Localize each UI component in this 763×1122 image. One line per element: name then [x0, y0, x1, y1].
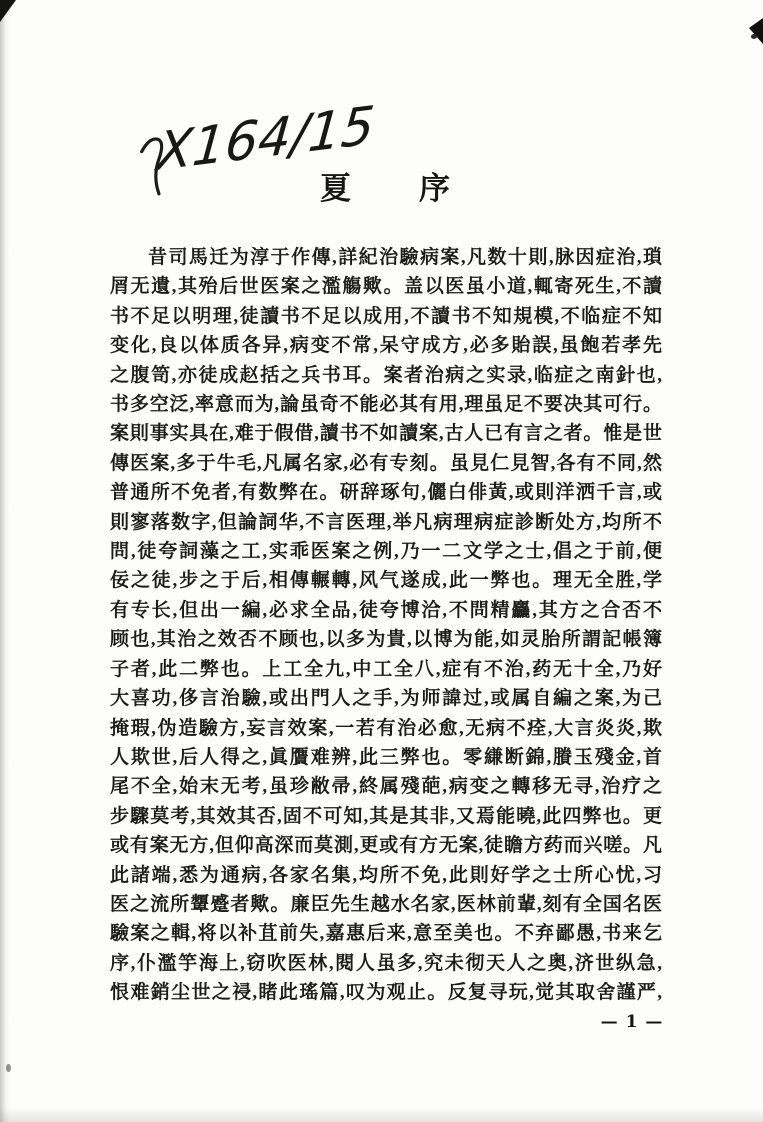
text-line: 之腹笥,亦徒成赵括之兵书耳。案者治病之实录,临症之南針也,	[110, 364, 662, 386]
scan-corner-mark-top-right	[749, 18, 763, 44]
scan-speck	[6, 1064, 11, 1072]
text-line: 序,仆濫竽海上,窃吹医林,閱人虽多,究未彻天人之奥,济世纵急,	[110, 952, 662, 974]
page-title: 夏 序	[320, 171, 452, 206]
text-line: 大喜功,侈言治驗,或出門人之手,为师諱过,或属自編之案,为己	[110, 688, 662, 710]
text-line: 普通所不免者,有数弊在。研辞琢句,儷白俳黃,或則洋洒千言,或	[110, 482, 662, 504]
text-line: 医之流所顰蹙者歟。廉臣先生越水名家,医林前輩,刻有全国名医	[110, 893, 662, 915]
text-line: 驗案之輯,将以补苴前失,嘉惠后来,意至美也。不弃鄙愚,书来乞	[110, 923, 662, 945]
text-line: 案則事实具在,难于假借,讀书不如讀案,古人已有言之者。惟是世	[110, 423, 662, 445]
page-number: — 1 —	[600, 1012, 664, 1032]
scan-edge-shadow-bottom	[0, 1108, 763, 1122]
text-line: 恨难銷尘世之祲,睹此瑤篇,叹为观止。反复寻玩,觉其取舍謹严,	[110, 982, 662, 1004]
text-line: 或有案无方,但仰高深而莫測,更或有方无案,徒瞻方药而兴嗟。凡	[110, 835, 662, 857]
text-line: 变化,良以体质各异,病变不常,呆守成方,必多貽誤,虽飽若孝先	[110, 335, 662, 357]
handwritten-text: X164/15	[154, 95, 377, 184]
scan-edge-shadow-left	[0, 0, 10, 1122]
text-line: 問,徒夸詞藻之工,实乖医案之例,乃一二文学之士,倡之于前,便	[110, 541, 662, 563]
scan-speck	[751, 34, 757, 39]
text-line: 子者,此二弊也。上工全九,中工全八,症有不治,药无十全,乃好	[110, 658, 662, 680]
text-line: 尾不全,始末无考,虽珍敝帚,終属殘葩,病变之轉移无寻,治疗之	[110, 776, 662, 798]
preface-body	[110, 243, 662, 1008]
scan-corner-mark-top-left	[0, 0, 16, 22]
text-line: 昔司馬迁为淳于作傳,詳紀治驗病案,凡数十則,脉因症治,瑣	[148, 247, 662, 268]
text-line: 佞之徒,步之于后,相傳輾轉,风气遂成,此一弊也。理无全胜,学	[110, 570, 662, 592]
text-line: 顾也,其治之效否不顾也,以多为貴,以博为能,如灵胎所謂記帳簿	[110, 629, 662, 651]
text-line: 人欺世,后人得之,眞贋难辨,此三弊也。零縑断錦,賸玉殘金,首	[110, 746, 662, 768]
text-line: 步驟莫考,其效其否,固不可知,其是其非,又焉能曉,此四弊也。更	[110, 805, 662, 827]
text-line: 掩瑕,伪造驗方,妄言效案,一若有治必愈,无病不痊,大言炎炎,欺	[110, 717, 662, 739]
text-line: 傳医案,多于牛毛,凡属名家,必有专刻。虽見仁見智,各有不同,然	[110, 452, 662, 474]
text-line: 此諸端,悉为通病,各家名集,均所不免,此則好学之士所心忧,习	[110, 864, 662, 886]
text-line: 书不足以明理,徒讀书不足以成用,不讀书不知規模,不临症不知	[110, 305, 662, 327]
text-line: 有专长,但出一編,必求全品,徒夸博洽,不問精麤,其方之合否不	[110, 599, 662, 621]
text-line: 屑无遺,其殆后世医案之濫觴歟。盖以医虽小道,輒寄死生,不讀	[110, 276, 662, 298]
text-line: 則寥落数字,但論詞华,不言医理,举凡病理病症診断处方,均所不	[110, 511, 662, 533]
text-line: 书多空泛,率意而为,論虽奇不能必其有用,理虽足不要决其可行。	[110, 394, 662, 416]
